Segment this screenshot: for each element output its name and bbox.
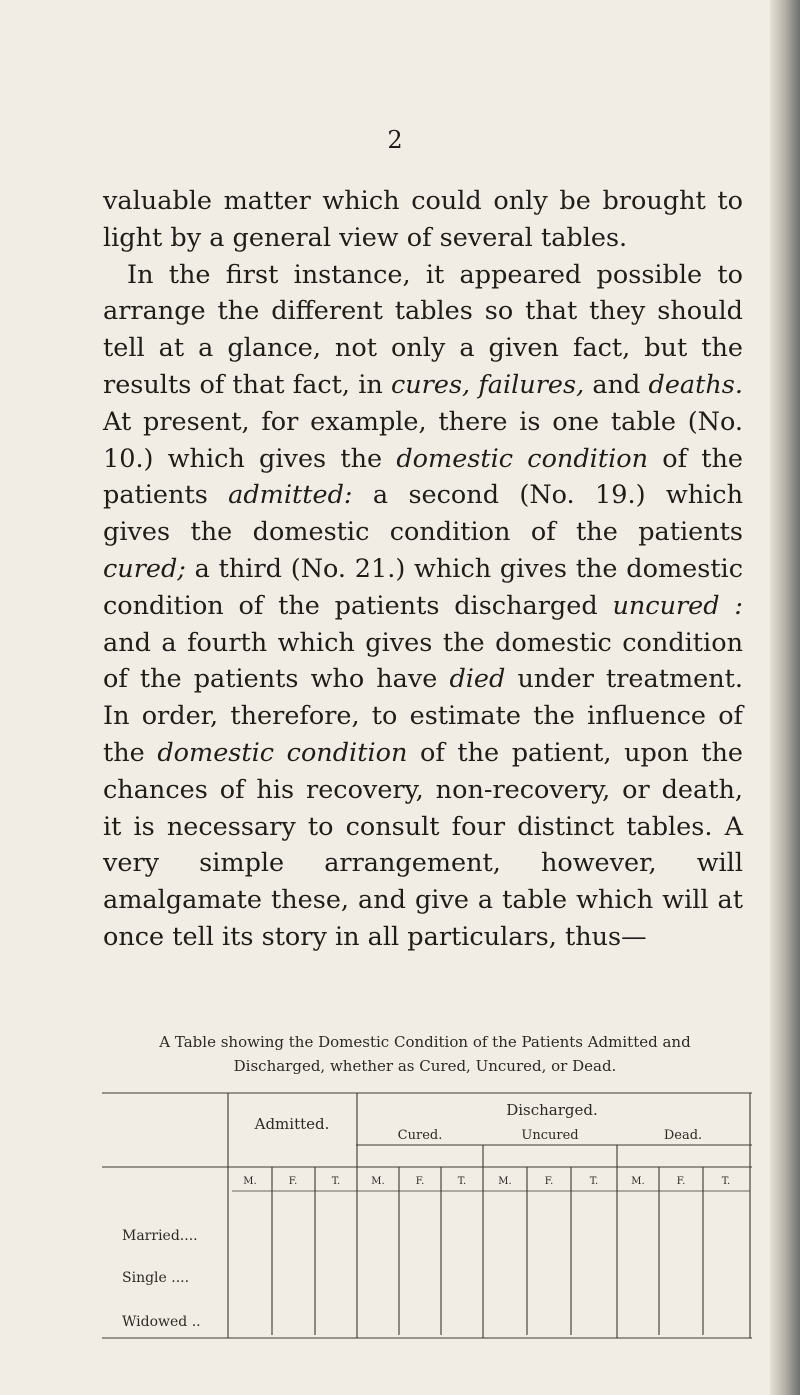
row-label-widowed: Widowed ..	[122, 1314, 201, 1330]
p2-em-deaths: deaths.	[648, 369, 743, 400]
p2-text-1: In the first instance, it appeared possible to arrange the different tables so that they should tell at a glance, not only a given fact, but the results of that fact, in	[103, 259, 743, 400]
dead-f-header: F.	[676, 1176, 686, 1187]
uncured-m-header: M.	[498, 1176, 512, 1187]
dead-t-header: T.	[721, 1176, 731, 1187]
p2-text-2: and	[584, 369, 649, 400]
p2-em-cures: cures, failures,	[390, 369, 585, 400]
p2-em-admitted: admitted:	[228, 480, 353, 511]
table-caption-line-1: A Table showing the Domestic Condition of the Patients Admitted and	[159, 1033, 691, 1051]
row-label-single: Single ....	[122, 1270, 190, 1286]
uncured-f-header: F.	[544, 1176, 554, 1187]
uncured-t-header: T.	[589, 1176, 599, 1187]
cured-m-header: M.	[371, 1176, 385, 1187]
p2-text-6: a third (No. 21.) which gives the domestic condition of the patients discharged	[103, 553, 743, 621]
paragraph-1: valuable matter which could only be brought to light by a general view of several tables.	[103, 186, 743, 253]
p2-em-domestic-condition-2: domestic condition	[157, 737, 408, 768]
p2-text-9: of the patient, upon the chances of his recovery, non-recovery, or death, it is necessary to consult four distinct tables. A very simple arrangement, however, will amalgamate these, and give a table which will at once tell its story in all particulars, thus—	[103, 737, 743, 952]
p2-em-cured: cured;	[103, 553, 186, 584]
p2-em-domestic-condition: domestic condition	[396, 443, 648, 474]
page-number: 2	[387, 126, 403, 154]
cured-header: Cured.	[397, 1128, 443, 1143]
p2-em-uncured: uncured :	[612, 590, 743, 621]
uncured-header: Uncured	[521, 1128, 579, 1143]
p2-text-7: and a fourth which gives the domestic condition of the patients who have	[103, 627, 743, 695]
p2-text-8: under treatment. In order, therefore, to estimate the influence of the	[103, 664, 743, 768]
table-caption-line-2: Discharged, whether as Cured, Uncured, or Dead.	[233, 1057, 617, 1075]
dead-m-header: M.	[631, 1176, 645, 1187]
p2-text-4: of the patients	[103, 443, 743, 511]
dead-header: Dead.	[663, 1128, 703, 1143]
cured-t-header: T.	[457, 1176, 467, 1187]
admitted-m-header: M.	[243, 1176, 257, 1187]
p2-em-died: died	[449, 664, 506, 695]
cured-f-header: F.	[415, 1176, 425, 1187]
discharged-header: Discharged.	[506, 1101, 598, 1119]
admitted-t-header: T.	[331, 1176, 341, 1187]
p2-text-5: a second (No. 19.) which gives the domestic condition of the patients	[103, 480, 744, 548]
row-label-married: Married....	[122, 1228, 198, 1244]
admitted-header: Admitted.	[254, 1115, 330, 1133]
sub-header-row	[243, 1176, 730, 1187]
p2-text-3: At present, for example, there is one table (No. 10.) which gives the	[103, 406, 743, 474]
admitted-f-header: F.	[288, 1176, 298, 1187]
